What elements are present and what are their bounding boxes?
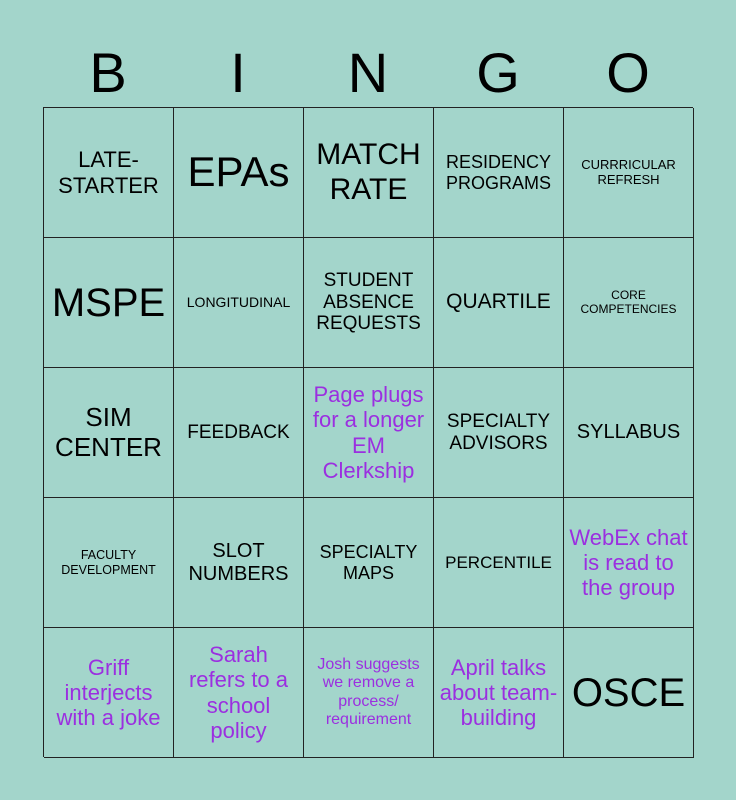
bingo-cell-4[interactable]: RESIDENCY PROGRAMS <box>434 108 564 238</box>
bingo-cell-16[interactable]: FACULTY DEVELOPMENT <box>44 498 174 628</box>
bingo-cell-13[interactable]: Page plugs for a longer EM Clerkship <box>304 368 434 498</box>
bingo-cell-20[interactable]: WebEx chat is read to the group <box>564 498 694 628</box>
header-letter-b: B <box>89 41 127 104</box>
bingo-cell-8[interactable]: STUDENT ABSENCE REQUESTS <box>304 238 434 368</box>
header-letter-n: N <box>347 41 389 104</box>
header-letter-i: I <box>230 41 246 104</box>
bingo-header <box>43 40 693 106</box>
bingo-cell-9[interactable]: QUARTILE <box>434 238 564 368</box>
bingo-card-grid <box>43 107 693 757</box>
bingo-cell-24[interactable]: April talks about team-building <box>434 628 564 758</box>
bingo-cell-3[interactable]: MATCH RATE <box>304 108 434 238</box>
bingo-cell-21[interactable]: Griff interjects with a joke <box>44 628 174 758</box>
bingo-cell-5[interactable]: CURRRICULAR REFRESH <box>564 108 694 238</box>
bingo-cell-7[interactable]: LONGITUDINAL <box>174 238 304 368</box>
bingo-cell-11[interactable]: SIM CENTER <box>44 368 174 498</box>
bingo-cell-10[interactable]: CORE COMPETENCIES <box>564 238 694 368</box>
bingo-cell-12[interactable]: FEEDBACK <box>174 368 304 498</box>
header-letter-g: G <box>476 41 520 104</box>
bingo-cell-25[interactable]: OSCE <box>564 628 694 758</box>
bingo-cell-15[interactable]: SYLLABUS <box>564 368 694 498</box>
bingo-cell-2[interactable]: EPAs <box>174 108 304 238</box>
bingo-cell-6[interactable]: MSPE <box>44 238 174 368</box>
header-letter-o: O <box>606 41 650 104</box>
bingo-cell-18[interactable]: SPECIALTY MAPS <box>304 498 434 628</box>
bingo-cell-17[interactable]: SLOT NUMBERS <box>174 498 304 628</box>
bingo-cell-14[interactable]: SPECIALTY ADVISORS <box>434 368 564 498</box>
bingo-cell-23[interactable]: Josh suggests we remove a process/ requirement <box>304 628 434 758</box>
bingo-cell-19[interactable]: PERCENTILE <box>434 498 564 628</box>
bingo-cell-1[interactable]: LATE-STARTER <box>44 108 174 238</box>
bingo-cell-22[interactable]: Sarah refers to a school policy <box>174 628 304 758</box>
